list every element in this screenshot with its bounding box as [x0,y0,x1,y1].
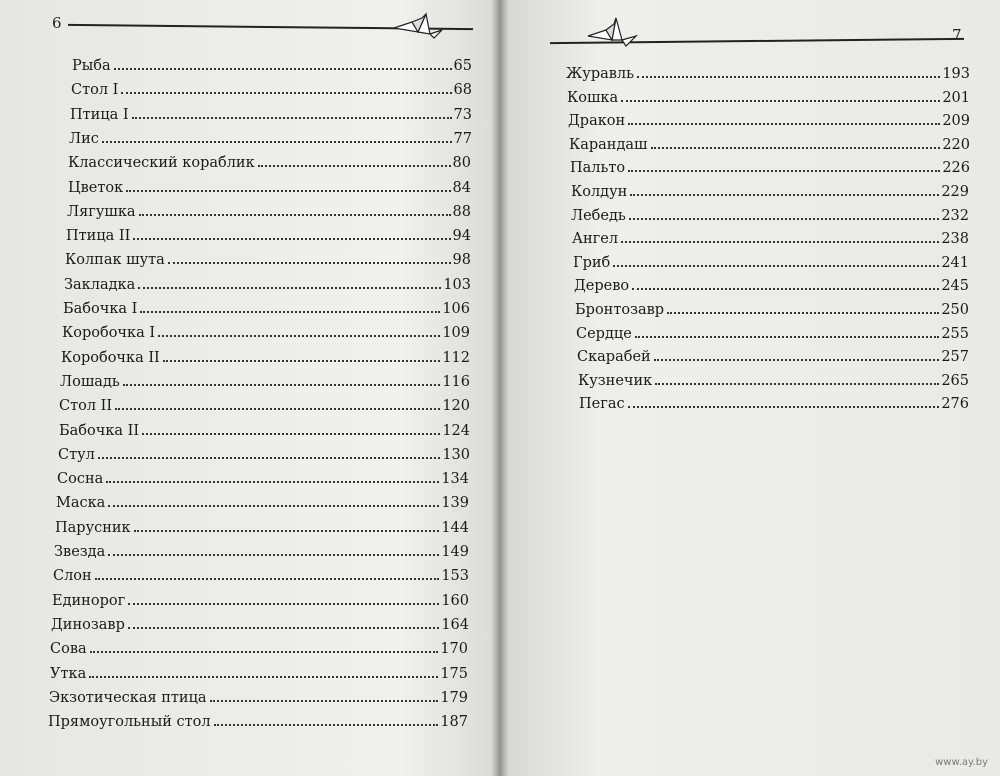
toc-entry [566,66,970,82]
toc-entry [58,447,470,463]
toc-entry-page: 229 [941,184,969,200]
toc-entry [69,131,472,147]
toc-entry [55,520,469,536]
toc-entry-title: Стол II [59,398,113,415]
toc-entry-page: 80 [452,155,471,172]
dot-leader [128,602,439,605]
toc-entry-title: Дерево [574,278,630,295]
toc-entry-page: 245 [941,278,969,295]
dot-leader [628,169,940,172]
toc-entry-page: 238 [941,231,969,248]
dot-leader [108,504,439,507]
dot-leader [655,382,939,385]
toc-entry [51,617,469,633]
toc-entry-page: 98 [452,252,471,269]
toc-entry-title: Кузнечик [578,372,653,389]
toc-entry [70,107,472,123]
dot-leader [138,286,441,289]
toc-entry-page: 255 [941,325,969,342]
toc-entry-page: 209 [942,113,970,130]
dot-leader [629,217,939,220]
toc-entry [72,58,472,74]
toc-entry [63,301,470,317]
toc-entry-page: 116 [442,373,470,390]
toc-entry-title: Сова [50,641,87,658]
toc-entry-title: Бронтозавр [575,302,665,318]
toc-entry [576,326,969,342]
toc-entry [578,373,969,389]
toc-entry-page: 109 [442,325,470,342]
toc-entry [59,423,470,439]
toc-entry-page: 193 [942,66,970,82]
toc-entry [48,714,468,730]
toc-entry-page: 124 [442,422,470,439]
dot-leader [95,577,440,580]
toc-entry-page: 139 [441,495,469,512]
toc-entry-title: Птица II [66,228,131,245]
dot-leader [134,529,440,532]
toc-entry [57,471,469,487]
toc-entry-page: 164 [441,616,469,633]
toc-entry [577,349,969,365]
page-number: 6 [52,14,62,32]
dot-leader [121,91,451,94]
toc-entry-title: Лис [69,130,99,147]
dot-leader [654,358,940,361]
toc-entry-title: Лягушка [67,203,136,220]
toc-entry-title: Коробочка I [62,325,156,342]
toc-entry-page: 175 [440,665,468,682]
toc-entry-page: 160 [441,592,469,609]
toc-entry-title: Рыба [72,58,111,74]
toc-entry [569,137,970,153]
toc-entry-title: Маска [56,495,106,512]
toc-entry-page: 276 [941,396,969,413]
toc-entry-title: Ангел [572,231,619,248]
toc-entry-title: Классический кораблик [68,155,255,172]
dot-leader [163,359,441,362]
toc-entry-title: Бабочка I [63,301,138,317]
toc-entry-title: Гриб [573,254,611,271]
toc-entry-title: Цветок [68,179,124,196]
toc-entry-page: 187 [440,714,468,731]
toc-entry [50,641,468,657]
toc-entry-title: Стол I [71,82,119,99]
dot-leader [630,193,939,196]
toc-entry [571,208,969,224]
toc-entry-title: Лебедь [571,207,626,224]
toc-entry-page: 106 [442,301,470,317]
toc-entry [568,113,970,129]
toc-entry [67,204,471,220]
toc-entry-title: Слон [53,568,92,585]
watermark: www.ay.by [935,757,988,768]
toc-entry [575,302,969,318]
toc-entry-page: 144 [441,519,469,536]
toc-entry-title: Стул [58,446,95,463]
toc-entry-title: Парусник [55,519,131,536]
toc-entry [567,90,970,106]
dot-leader [258,164,451,167]
toc-entry [572,231,969,247]
dot-leader [613,264,939,267]
toc-entry [61,350,470,366]
toc-entry [56,495,469,511]
toc-entry [53,568,469,584]
dot-leader [90,650,439,653]
toc-entry [574,278,969,294]
dot-leader [142,432,440,435]
toc-entry-page: 88 [452,203,471,220]
dot-leader [637,75,940,78]
dot-leader [128,626,439,629]
dot-leader [667,311,939,314]
toc-entry-page: 201 [942,89,970,106]
toc-entry [54,544,469,560]
dot-leader [108,553,439,556]
toc-entry [66,228,471,244]
dot-leader [126,189,450,192]
toc-entry [49,690,468,706]
toc-entry [68,180,471,196]
toc-entry [570,160,970,176]
right-page [502,0,1000,776]
dot-leader [210,699,439,702]
toc-entry [65,252,471,268]
dot-leader [132,116,452,119]
toc-entry-title: Колпак шута [65,252,165,269]
dot-leader [168,261,451,264]
dot-leader [106,480,439,483]
dot-leader [651,146,941,149]
toc-entry [60,374,470,390]
toc-entry-page: 130 [442,446,470,463]
toc-entry [64,277,471,293]
toc-entry-page: 84 [452,179,471,196]
dot-leader [115,407,440,410]
paper-crane-icon [392,10,444,40]
toc-entry [68,155,471,171]
dot-leader [139,213,451,216]
toc-entry-page: 257 [941,349,969,366]
toc-entry-title: Журавль [566,66,635,82]
dot-leader [102,140,452,143]
dot-leader [140,310,440,313]
toc-entry [571,184,969,200]
toc-entry [62,325,470,341]
toc-entry-page: 94 [452,228,471,245]
toc-entry-title: Птица I [70,106,129,123]
toc-entry-page: 77 [453,130,472,147]
dot-leader [114,67,452,70]
dot-leader [628,405,940,408]
dot-leader [621,99,940,102]
toc-entry [50,666,468,682]
dot-leader [133,237,450,240]
dot-leader [158,334,440,337]
toc-entry-page: 241 [941,254,969,271]
toc-entry [59,398,470,414]
toc-entry-page: 120 [442,398,470,415]
dot-leader [123,383,441,386]
toc-entry-page: 112 [442,349,470,366]
toc-entry-title: Скарабей [577,349,651,366]
toc-entry-title: Звезда [54,544,106,560]
toc-entry-title: Динозавр [51,616,125,633]
toc-entry-page: 68 [453,82,472,99]
page-number: 7 [952,26,962,44]
toc-entry [573,255,969,271]
toc-entry-title: Лошадь [60,373,120,390]
dot-leader [214,723,439,726]
dot-leader [621,240,939,243]
toc-entry-page: 73 [453,106,472,123]
toc-entry-title: Кошка [567,89,619,106]
toc-entry-page: 153 [441,568,469,585]
toc-entry [71,82,472,98]
toc-entry-page: 226 [942,160,970,177]
toc-entry-title: Пегас [579,396,625,413]
toc-entry-page: 103 [443,276,471,293]
paper-crane-icon [586,14,638,48]
toc-entry-title: Бабочка II [59,422,140,439]
dot-leader [628,122,940,125]
toc-entry-page: 232 [941,207,969,224]
dot-leader [98,456,440,459]
toc-entry-title: Сосна [57,471,104,488]
left-page [0,0,498,776]
toc-entry-title: Прямоугольный стол [48,714,211,731]
toc-entry-page: 65 [453,58,472,74]
toc-entry-title: Единорог [52,592,126,609]
toc-entry-title: Карандаш [569,136,648,153]
toc-entry-page: 250 [941,302,969,318]
toc-entry-page: 149 [441,544,469,560]
toc-entry-title: Экзотическая птица [49,689,207,706]
toc-entry-title: Дракон [568,113,626,130]
dot-leader [632,287,939,290]
toc-entry-title: Пальто [570,160,626,177]
toc-entry-title: Коробочка II [61,349,160,366]
toc-entry [579,396,969,412]
toc-entry-page: 265 [941,372,969,389]
toc-entry-title: Колдун [571,184,628,200]
dot-leader [635,335,940,338]
toc-entry-page: 179 [440,689,468,706]
toc-entry-page: 134 [441,471,469,488]
toc-entry-page: 170 [440,641,468,658]
toc-entry-title: Утка [50,665,87,682]
dot-leader [89,675,438,678]
toc-entry [52,593,469,609]
toc-entry-page: 220 [942,136,970,153]
toc-entry-title: Сердце [576,325,632,342]
toc-entry-title: Закладка [64,276,136,293]
